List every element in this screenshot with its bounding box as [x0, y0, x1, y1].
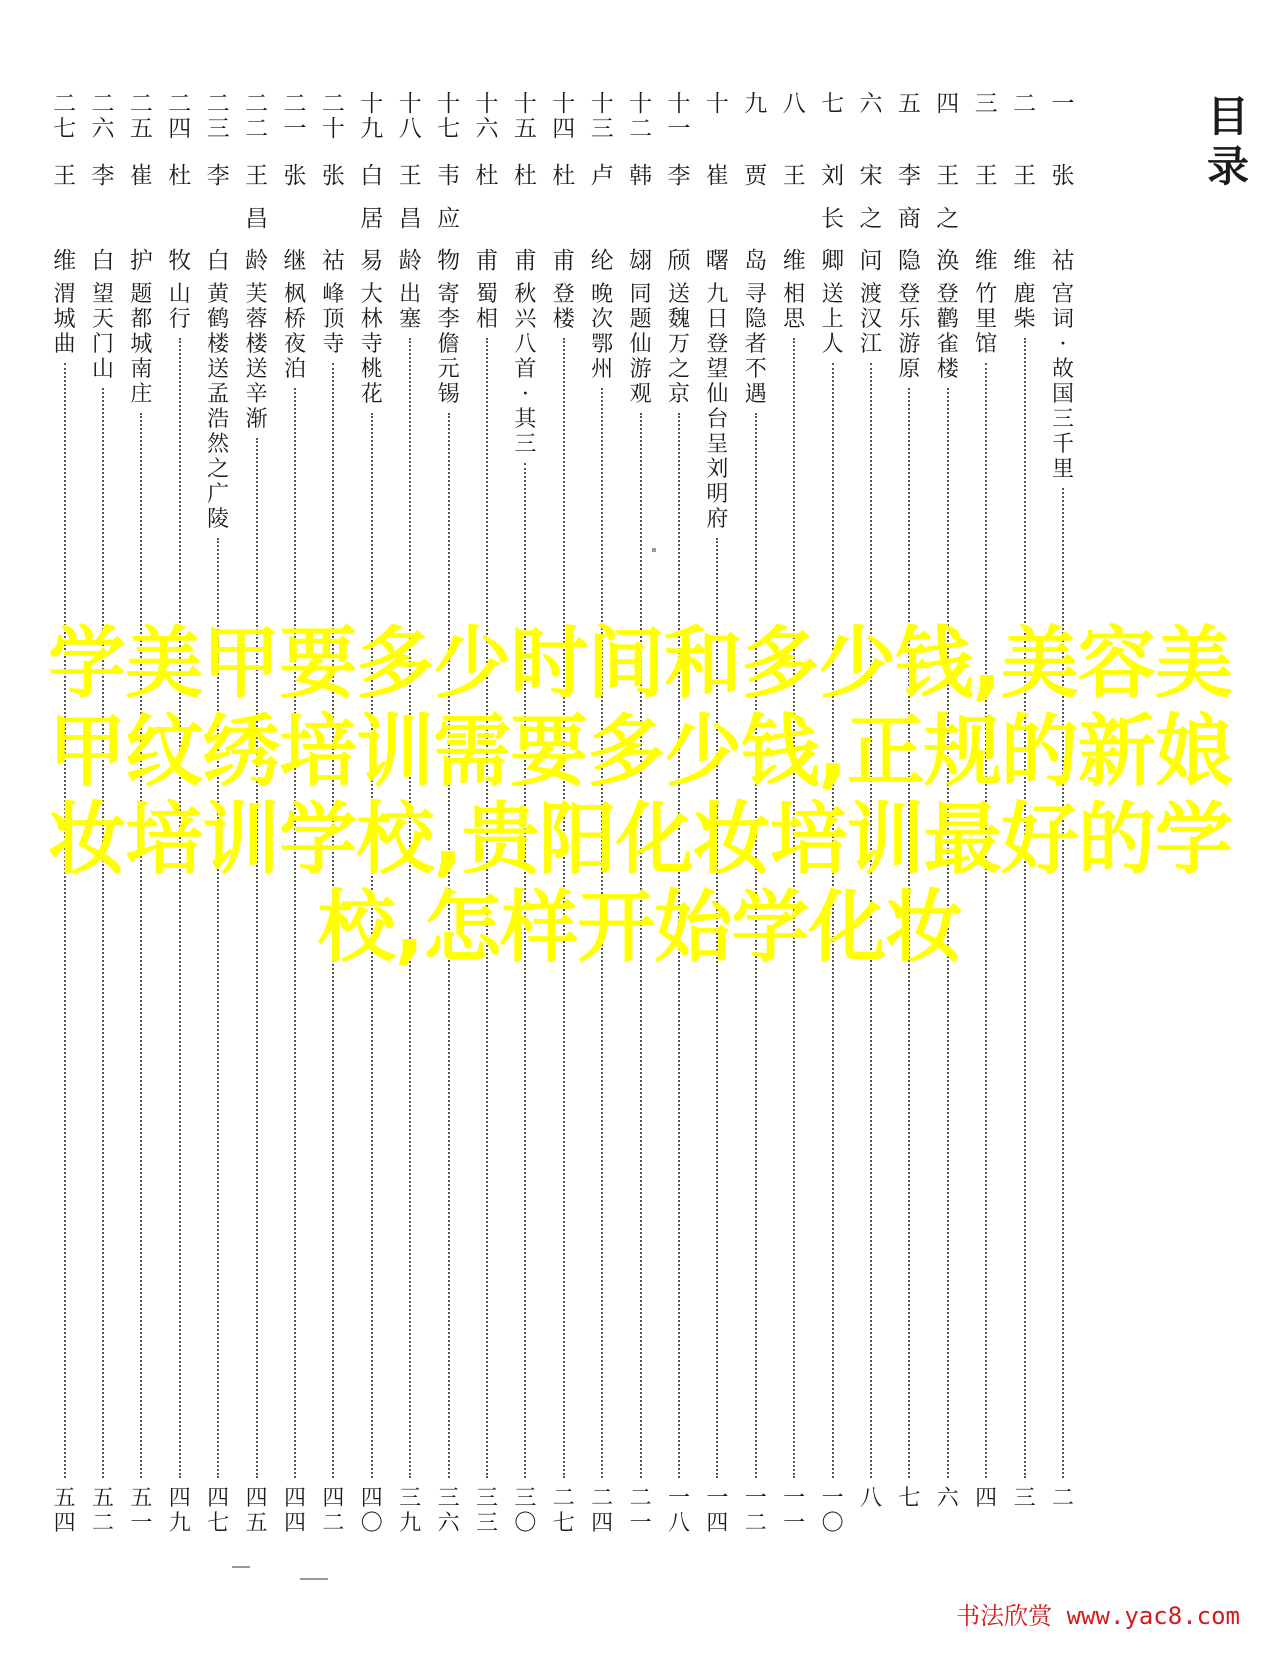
entry-title: 登 鹳 雀 楼 [936, 282, 959, 382]
entry-author: 王 维 [974, 163, 998, 274]
entry-title: 渡 汉 江 [859, 282, 882, 357]
toc-entry[interactable] [851, 92, 891, 357]
heading-char: 目 [1206, 92, 1249, 141]
toc-heading [1198, 92, 1258, 192]
entry-author: 白 居 易 [360, 163, 384, 274]
entry-number: 三 [974, 91, 998, 117]
entry-title: 登 楼 [552, 282, 575, 332]
entry-title: 山 行 [168, 282, 191, 332]
toc-entry[interactable] [121, 92, 161, 407]
toc-entry[interactable] [697, 92, 737, 532]
entry-number: 二 六 [91, 91, 115, 142]
entry-number: 九 [744, 91, 768, 117]
toc-entry[interactable] [889, 92, 929, 382]
entry-number: 十 三 [590, 91, 614, 142]
toc-entry[interactable] [736, 92, 776, 407]
toc-entry[interactable] [45, 92, 85, 357]
entry-number: 四 [936, 91, 960, 117]
toc-entry[interactable] [1043, 92, 1083, 482]
entry-author: 王 昌 龄 [245, 163, 269, 274]
entry-title: 登 乐 游 原 [898, 282, 921, 382]
entry-number: 十 一 [667, 91, 691, 142]
toc-entry[interactable] [275, 92, 315, 382]
entry-title: 送 魏 万 之 京 [667, 282, 690, 407]
entry-page-number: 五 四 [53, 1486, 76, 1536]
entry-author: 贾 岛 [744, 163, 768, 274]
entry-page-number: 三 三 [475, 1486, 498, 1536]
entry-author: 崔 护 [129, 163, 153, 274]
entry-page-number: 一 〇 [821, 1486, 844, 1536]
entry-number: 十 四 [552, 91, 576, 142]
toc-entry[interactable] [198, 92, 238, 532]
entry-title: 九 日 登 望 仙 台 呈 刘 明 府 [706, 282, 729, 532]
entry-author: 王 维 [782, 163, 806, 274]
entry-title: 晚 次 鄂 州 [591, 282, 614, 382]
entry-author: 王 维 [53, 163, 77, 274]
toc-entry[interactable] [160, 92, 200, 332]
toc-entry[interactable] [659, 92, 699, 407]
entry-number: 一 [1051, 91, 1075, 117]
entry-author: 李 商 隐 [897, 163, 921, 274]
toc-entry[interactable] [390, 92, 430, 332]
toc-entry[interactable] [505, 92, 545, 457]
entry-title: 寄 李 儋 元 锡 [437, 282, 460, 407]
entry-title: 望 天 门 山 [91, 282, 114, 382]
entry-author: 李 白 [206, 163, 230, 274]
entry-page-number: 三 九 [399, 1486, 422, 1536]
entry-page-number: 四 [975, 1486, 998, 1511]
entry-number: 十 六 [475, 91, 499, 142]
entry-title: 宫 词 · 故 国 三 千 里 [1051, 282, 1074, 482]
toc-entry[interactable] [966, 92, 1006, 357]
entry-author: 杜 甫 [513, 163, 537, 274]
entry-number: 二 三 [206, 91, 230, 142]
entry-title: 寻 隐 者 不 遇 [744, 282, 767, 407]
entry-author: 李 白 [91, 163, 115, 274]
entry-author: 杜 牧 [168, 163, 192, 274]
entry-author: 张 祜 [321, 163, 345, 274]
entry-page-number: 四 四 [283, 1486, 306, 1536]
entry-number: 十 [705, 91, 729, 117]
entry-number: 十 八 [398, 91, 422, 142]
scan-speck [652, 548, 656, 552]
toc-entry[interactable] [313, 92, 353, 357]
entry-title: 相 思 [783, 282, 806, 332]
entry-title: 题 都 城 南 庄 [130, 282, 153, 407]
toc-entry[interactable] [352, 92, 392, 407]
entry-page-number: 四 九 [168, 1486, 191, 1536]
entry-page-number: 四 五 [245, 1486, 268, 1536]
toc-entry[interactable] [582, 92, 622, 382]
entry-number: 七 [821, 91, 845, 117]
entry-number: 二 十 [321, 91, 345, 142]
entry-title: 芙 蓉 楼 送 辛 渐 [245, 282, 268, 432]
entry-number: 二 四 [168, 91, 192, 142]
entry-number: 八 [782, 91, 806, 117]
entry-page-number: 八 [859, 1486, 882, 1511]
toc-entry[interactable] [1005, 92, 1045, 332]
entry-page-number: 三 [1013, 1486, 1036, 1511]
entry-page-number: 二 一 [629, 1486, 652, 1536]
entry-page-number: 二 四 [591, 1486, 614, 1536]
toc-entry[interactable] [429, 92, 469, 407]
entry-page-number: 四 七 [207, 1486, 230, 1536]
entry-author: 刘 长 卿 [821, 163, 845, 274]
entry-author: 李 颀 [667, 163, 691, 274]
entry-title: 出 塞 [399, 282, 422, 332]
entry-number: 二 五 [129, 91, 153, 142]
entry-number: 二 [1013, 91, 1037, 117]
entry-title: 渭 城 曲 [53, 282, 76, 357]
entry-author: 张 继 [283, 163, 307, 274]
site-watermark[interactable]: 书法欣赏 www.yac8.com [956, 1602, 1240, 1630]
entry-number: 十 七 [437, 91, 461, 142]
entry-title: 峰 顶 寺 [322, 282, 345, 357]
toc-entry[interactable] [237, 92, 277, 432]
entry-author: 王 之 涣 [936, 163, 960, 274]
entry-title: 大 林 寺 桃 花 [360, 282, 383, 407]
entry-title: 同 题 仙 游 观 [629, 282, 652, 407]
toc-entry[interactable] [621, 92, 661, 407]
entry-page-number: 一 二 [744, 1486, 767, 1536]
entry-author: 杜 甫 [552, 163, 576, 274]
entry-title: 竹 里 馆 [975, 282, 998, 357]
entry-title: 送 上 人 [821, 282, 844, 357]
toc-entry[interactable] [544, 92, 584, 332]
entry-page-number: 四 二 [322, 1486, 345, 1536]
entry-author: 王 昌 龄 [398, 163, 422, 274]
entry-page-number: 七 [898, 1486, 921, 1511]
entry-page-number: 三 六 [437, 1486, 460, 1536]
entry-page-number: 二 [1051, 1486, 1074, 1511]
entry-author: 韩 翃 [629, 163, 653, 274]
entry-page-number: 一 八 [667, 1486, 690, 1536]
entry-author: 张 祜 [1051, 163, 1075, 274]
entry-page-number: 一 一 [783, 1486, 806, 1536]
toc-entry[interactable] [83, 92, 123, 382]
entry-number: 六 [859, 91, 883, 117]
entry-author: 王 维 [1013, 163, 1037, 274]
heading-char: 录 [1206, 142, 1249, 191]
entry-title: 黄 鹤 楼 送 孟 浩 然 之 广 陵 [207, 282, 230, 532]
entry-page-number: 一 四 [706, 1486, 729, 1536]
entry-number: 二 一 [283, 91, 307, 142]
entry-title: 蜀 相 [475, 282, 498, 332]
entry-page-number: 五 一 [130, 1486, 153, 1536]
toc-entry[interactable] [928, 92, 968, 382]
entry-number: 十 九 [360, 91, 384, 142]
entry-number: 十 二 [629, 91, 653, 142]
entry-number: 二 七 [53, 91, 77, 142]
entry-title: 鹿 柴 [1013, 282, 1036, 332]
overlay-caption: 学美甲要多少时间和多少钱,美容美甲纹绣培训需要多少钱,正规的新娘妆培训学校,贵阳化妆培训最好的学校,怎样开始学化妆 [48, 619, 1232, 973]
toc-entry[interactable] [467, 92, 507, 332]
scan-speck [232, 1566, 250, 1568]
entry-page-number: 四 〇 [360, 1486, 383, 1536]
entry-number: 五 [897, 91, 921, 117]
entry-page-number: 五 二 [91, 1486, 114, 1536]
entry-author: 韦 应 物 [437, 163, 461, 274]
toc-entry[interactable] [774, 92, 814, 332]
entry-author: 卢 纶 [590, 163, 614, 274]
entry-author: 宋 之 问 [859, 163, 883, 274]
entry-page-number: 二 七 [552, 1486, 575, 1536]
entry-author: 杜 甫 [475, 163, 499, 274]
toc-entry[interactable] [813, 92, 853, 357]
entry-number: 十 五 [513, 91, 537, 142]
entry-author: 崔 曙 [705, 163, 729, 274]
entry-title: 枫 桥 夜 泊 [283, 282, 306, 382]
entry-page-number: 三 〇 [514, 1486, 537, 1536]
entry-page-number: 六 [936, 1486, 959, 1511]
scan-speck [300, 1578, 328, 1580]
entry-number: 二 二 [245, 91, 269, 142]
entry-title: 秋 兴 八 首 · 其 三 [514, 282, 537, 457]
